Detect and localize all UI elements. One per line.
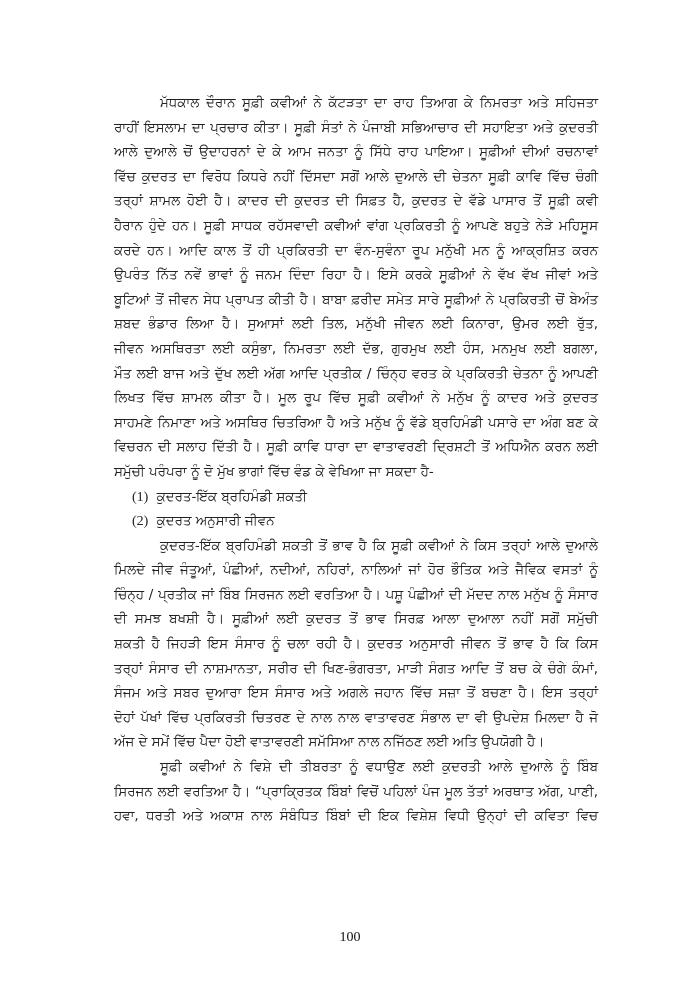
text-line: ਤਰ੍ਹਾਂ ਸ਼ਾਮਲ ਹੋਈ ਹੈ। ਕਾਦਰ ਦੀ ਕੁਦਰਤ ਦੀ ਸਿਫ਼ਤ ਹੈ, ਕੁਦਰਤ ਦੇ ਵੱਡੇ ਪਾਸਾਰ ਤੋਂ ਸੂਫ਼ੀ ਕਵੀ xyxy=(114,194,598,210)
text-line: ਬੂਟਿਆਂ ਤੋਂ ਜੀਵਨ ਸੇਧ ਪ੍ਰਾਪਤ ਕੀਤੀ ਹੈ। ਬਾਬਾ ਫ਼ਰੀਦ ਸਮੇਤ ਸਾਰੇ ਸੂਫ਼ੀਆਂ ਨੇ ਪ੍ਰਕਿਰਤੀ ਚੋਂ ਬੇਅੰਤ xyxy=(114,292,598,308)
text-line: ਜੀਵਨ ਅਸਥਿਰਤਾ ਲਈ ਕਸੁੰਭਾ, ਨਿਮਰਤਾ ਲਈ ਦੱਭ, ਗੁਰਮੁਖ ਲਈ ਹੰਸ, ਮਨਮੁਖ ਲਈ ਬਗਲਾ, xyxy=(114,341,598,357)
text-line: ਲਿਖਤ ਵਿੱਚ ਸ਼ਾਮਲ ਕੀਤਾ ਹੈ। ਮੂਲ ਰੂਪ ਵਿੱਚ ਸੂਫ਼ੀ ਕਵੀਆਂ ਨੇ ਮਨੁੱਖ ਨੂੰ ਕਾਦਰ ਅਤੇ ਕੁਦਰਤ xyxy=(114,391,598,407)
numbered-list xyxy=(114,486,598,535)
text-line: ਉਪਰੰਤ ਨਿੱਤ ਨਵੇਂ ਭਾਵਾਂ ਨੂੰ ਜਨਮ ਦਿੰਦਾ ਰਿਹਾ ਹੈ। ਇਸੇ ਕਰਕੇ ਸੂਫ਼ੀਆਂ ਨੇ ਵੱਖ ਵੱਖ ਜੀਵਾਂ ਅਤੇ xyxy=(114,268,598,284)
text-line: ਸ਼ਬਦ ਭੰਡਾਰ ਲਿਆ ਹੈ। ਸੁਆਸਾਂ ਲਈ ਤਿਲ, ਮਨੁੱਖੀ ਜੀਵਨ ਲਈ ਕਿਨਾਰਾ, ਉਮਰ ਲਈ ਰੁੱਤ, xyxy=(114,317,598,333)
text-line: ਰਾਹੀਂ ਇਸਲਾਮ ਦਾ ਪ੍ਰਚਾਰ ਕੀਤਾ। ਸੂਫ਼ੀ ਸੰਤਾਂ ਨੇ ਪੰਜਾਬੀ ਸਭਿਆਚਾਰ ਦੀ ਸਹਾਇਤਾ ਅਤੇ ਕੁਦਰਤੀ xyxy=(114,120,598,136)
document-body xyxy=(114,92,598,830)
text-line: ਆਲੇ ਦੁਆਲੇ ਚੋਂ ਉਦਾਹਰਨਾਂ ਦੇ ਕੇ ਆਮ ਜਨਤਾ ਨੂੰ ਸਿੱਧੇ ਰਾਹ ਪਾਇਆ। ਸੂਫ਼ੀਆਂ ਦੀਆਂ ਰਚਨਾਵਾਂ xyxy=(114,145,598,161)
text-line: ਸਾਹਮਣੇ ਨਿਮਾਣਾ ਅਤੇ ਅਸਥਿਰ ਚਿਤਰਿਆ ਹੈ ਅਤੇ ਮਨੁੱਖ ਨੂੰ ਵੱਡੇ ਬ੍ਰਹਿਮੰਡੀ ਪਸਾਰੇ ਦਾ ਅੰਗ ਬਣ ਕੇ xyxy=(114,415,598,431)
list-text: ਕੁਦਰਤ ਅਨੁਸਾਰੀ ਜੀਵਨ xyxy=(156,514,275,530)
text-line: ਹੈਰਾਨ ਹੁੰਦੇ ਹਨ। ਸੂਫ਼ੀ ਸਾਧਕ ਰਹੱਸਵਾਦੀ ਕਵੀਆਂ ਵਾਂਗ ਪ੍ਰਕਿਰਤੀ ਨੂੰ ਆਪਣੇ ਬਹੁਤੇ ਨੇੜੇ ਮਹਿਸੂਸ xyxy=(114,218,598,234)
text-line: ਵਿੱਚ ਕੁਦਰਤ ਦਾ ਵਿਰੋਧ ਕਿਧਰੇ ਨਹੀਂ ਦਿੱਸਦਾ ਸਗੋਂ ਆਲੇ ਦੁਆਲੇ ਦੀ ਚੇਤਨਾ ਸੂਫ਼ੀ ਕਾਵਿ ਵਿੱਚ ਚੰਗੀ xyxy=(114,169,598,185)
text-line: ਚਿੰਨ੍ਹ / ਪ੍ਰਤੀਕ ਜਾਂ ਬਿੰਬ ਸਿਰਜਨ ਲਈ ਵਰਤਿਆ ਹੈ। ਪਸ਼ੂ ਪੰਛੀਆਂ ਦੀ ਮੱਦਦ ਨਾਲ ਮਨੁੱਖ ਨੂੰ ਸੰਸਾਰ xyxy=(114,587,598,603)
text-line: ਸ਼ਕਤੀ ਹੈ ਜਿਹੜੀ ਇਸ ਸੰਸਾਰ ਨੂੰ ਚਲਾ ਰਹੀ ਹੈ। ਕੁਦਰਤ ਅਨੁਸਾਰੀ ਜੀਵਨ ਤੋਂ ਭਾਵ ਹੈ ਕਿ ਕਿਸ xyxy=(114,637,598,653)
text-line: ਕੁਦਰਤ-ਇੱਕ ਬ੍ਰਹਿਮੰਡੀ ਸ਼ਕਤੀ ਤੋਂ ਭਾਵ ਹੈ ਕਿ ਸੂਫ਼ੀ ਕਵੀਆਂ ਨੇ ਕਿਸ ਤਰ੍ਹਾਂ ਆਲੇ ਦੁਆਲੇ xyxy=(160,538,598,554)
list-text: ਕੁਦਰਤ-ਇੱਕ ਬ੍ਰਹਿਮੰਡੀ ਸ਼ਕਤੀ xyxy=(156,489,307,505)
text-line: ਮੌਤ ਲਈ ਬਾਜ ਅਤੇ ਦੁੱਖ ਲਈ ਅੱਗ ਆਦਿ ਪ੍ਰਤੀਕ / ਚਿੰਨ੍ਹ ਵਰਤ ਕੇ ਪ੍ਰਕਿਰਤੀ ਚੇਤਨਾ ਨੂੰ ਆਪਣੀ xyxy=(114,366,598,382)
text-line: ਮੱਧਕਾਲ ਦੌਰਾਨ ਸੂਫ਼ੀ ਕਵੀਆਂ ਨੇ ਕੱਟੜਤਾ ਦਾ ਰਾਹ ਤਿਆਗ ਕੇ ਨਿਮਰਤਾ ਅਤੇ ਸਹਿਜਤਾ xyxy=(160,96,598,111)
list-number: (1) xyxy=(132,489,149,505)
text-line: ਸਿਰਜਨ ਲਈ ਵਰਤਿਆ ਹੈ। “ਪ੍ਰਾਕ੍ਰਿਤਕ ਬਿੰਬਾਂ ਵਿਚੋਂ ਪਹਿਲਾਂ ਪੰਜ ਮੂਲ ਤੱਤਾਂ ਅਰਥਾਤ ਅੱਗ, ਪਾਣੀ, xyxy=(114,784,598,800)
text-line: ਸਮੁੱਚੀ ਪਰੰਪਰਾ ਨੂੰ ਦੋ ਮੁੱਖ ਭਾਗਾਂ ਵਿੱਚ ਵੰਡ ਕੇ ਵੇਖਿਆ ਜਾ ਸਕਦਾ ਹੈ- xyxy=(114,464,434,480)
list-number: (2) xyxy=(132,514,149,530)
text-line: ਮਿਲਦੇ ਜੀਵ ਜੰਤੂਆਂ, ਪੰਛੀਆਂ, ਨਦੀਆਂ, ਨਹਿਰਾਂ, ਨਾਲਿਆਂ ਜਾਂ ਹੋਰ ਭੌਤਿਕ ਅਤੇ ਜੈਵਿਕ ਵਸਤਾਂ ਨੂੰ xyxy=(114,563,598,579)
list-item xyxy=(114,486,598,511)
text-line: ਤਰ੍ਹਾਂ ਸੰਸਾਰ ਦੀ ਨਾਸ਼ਮਾਨਤਾ, ਸਰੀਰ ਦੀ ਖਿਣ-ਭੰਗਰਤਾ, ਮਾੜੀ ਸੰਗਤ ਆਦਿ ਤੋਂ ਬਚ ਕੇ ਚੰਗੇ ਕੰਮਾਂ, xyxy=(114,661,598,677)
page-number: 100 xyxy=(339,930,361,945)
text-line: ਕਰਦੇ ਹਨ। ਆਦਿ ਕਾਲ ਤੋਂ ਹੀ ਪ੍ਰਕਿਰਤੀ ਦਾ ਵੰਨ-ਸੁਵੰਨਾ ਰੂਪ ਮਨੁੱਖੀ ਮਨ ਨੂੰ ਆਕ੍ਰਸ਼ਿਤ ਕਰਨ xyxy=(114,243,598,259)
paragraph-nature-power xyxy=(114,535,598,756)
paragraph-imagery xyxy=(114,756,598,830)
list-item xyxy=(114,510,598,535)
text-line: ਅੱਜ ਦੇ ਸਮੇਂ ਵਿੱਚ ਪੈਦਾ ਹੋਈ ਵਾਤਾਵਰਣੀ ਸਮੱਸਿਆ ਨਾਲ ਨਜਿੱਠਣ ਲਈ ਅਤਿ ਉਪਯੋਗੀ ਹੈ। xyxy=(114,735,545,751)
text-line: ਹਵਾ, ਧਰਤੀ ਅਤੇ ਅਕਾਸ਼ ਨਾਲ ਸੰਬੰਧਿਤ ਬਿੰਬਾਂ ਦੀ ਇਕ ਵਿਸ਼ੇਸ਼ ਵਿਧੀ ਉਨ੍ਹਾਂ ਦੀ ਕਵਿਤਾ ਵਿਚ xyxy=(114,809,598,825)
text-line: ਵਿਚਰਨ ਦੀ ਸਲਾਹ ਦਿੱਤੀ ਹੈ। ਸੂਫ਼ੀ ਕਾਵਿ ਧਾਰਾ ਦਾ ਵਾਤਾਵਰਣੀ ਦ੍ਰਿਸ਼ਟੀ ਤੋਂ ਅਧਿਐਨ ਕਰਨ ਲਈ xyxy=(114,440,598,456)
text-line: ਸੰਜਮ ਅਤੇ ਸਬਰ ਦੁਆਰਾ ਇਸ ਸੰਸਾਰ ਅਤੇ ਅਗਲੇ ਜਹਾਨ ਵਿੱਚ ਸਜ਼ਾ ਤੋਂ ਬਚਣਾ ਹੈ। ਇਸ ਤਰ੍ਹਾਂ xyxy=(114,686,598,702)
paragraph-intro xyxy=(114,92,598,486)
text-line: ਦੋਹਾਂ ਪੱਖਾਂ ਵਿੱਚ ਪ੍ਰਕਿਰਤੀ ਚਿਤਰਣ ਦੇ ਨਾਲ ਨਾਲ ਵਾਤਾਵਰਣ ਸੰਭਾਲ ਦਾ ਵੀ ਉਪਦੇਸ਼ ਮਿਲਦਾ ਹੈ ਜੋ xyxy=(114,710,598,726)
text-line: ਸੂਫ਼ੀ ਕਵੀਆਂ ਨੇ ਵਿਸ਼ੇ ਦੀ ਤੀਬਰਤਾ ਨੂੰ ਵਧਾਉਣ ਲਈ ਕੁਦਰਤੀ ਆਲੇ ਦੁਆਲੇ ਨੂੰ ਬਿੰਬ xyxy=(160,760,598,776)
text-line: ਦੀ ਸਮਝ ਬਖਸ਼ੀ ਹੈ। ਸੂਫ਼ੀਆਂ ਲਈ ਕੁਦਰਤ ਤੋਂ ਭਾਵ ਸਿਰਫ਼ ਆਲਾ ਦੁਆਲਾ ਨਹੀਂ ਸਗੋਂ ਸਮੁੱਚੀ xyxy=(114,612,598,628)
